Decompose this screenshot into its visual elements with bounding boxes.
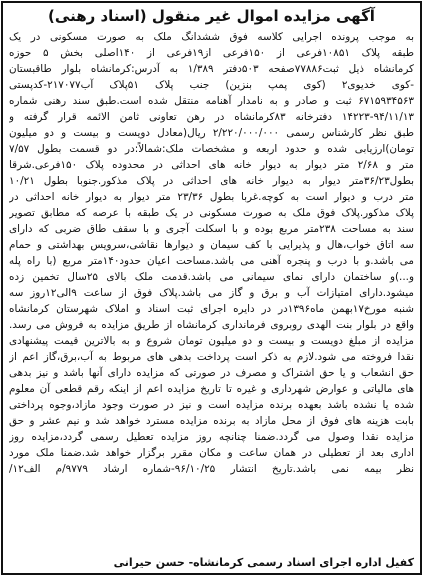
notice-body-line: شده یا نشده باشد بعهده برنده مزایده است و نیز در صورت وجود مازاد،وجوه پرداختی bbox=[9, 399, 414, 411]
notice-body-line: کرمانشاه ذیل ثبت۷۷۸۸۶صفحه ۵۰۳دفتر ۱/۳۸۹ به آدرس:کرمانشاه بلوار طاقبستان bbox=[9, 63, 414, 75]
notice-body-line: ۶۷۱۵۹۳۴۵۶۳ ثبت و صادر و به نامدار آهنامه منتقل شده است.طبق سند رهنی شماره bbox=[9, 95, 414, 107]
notice-body-line: -کوی خدیوی۲ (کوی پمپ بنزین) جنب پلاک ۵۱پلاک آب۲۱۷۰۷۷-کدپستی bbox=[9, 79, 414, 91]
notice-body-line: ۱۴۲۲۳-۹۴/۱۱/۱۳ دفترخانه ۸۳کرمانشاه در رهن تعاونی ثامن الائمه قرار گرفته و bbox=[9, 111, 414, 123]
notice-body-line: نظر بیمه نمی باشد.تاریخ انتشار ۹۶/۱۰/۲۵-شماره ارشاد ۹۷۷۹/م الف۱۲/ bbox=[9, 463, 414, 475]
notice-body-line: طبق نظر کارشناس رسمی ۲/۲۲۰/۰۰۰/۰۰۰ ریال(معادل دویست و بیست و دو میلیون bbox=[9, 127, 414, 139]
notice-body-line: بطول۳۶/۲۳متر دیوار به دیوار خانه های احداثی در پلاک مذکور.جنوبا بطول ۱۰/۲۱ bbox=[9, 175, 414, 187]
notice-body-line: سه اتاق خواب،هال و پذیرایی با کف سیمان و دیوارها نقاشی،سرویس بهداشتی و حمام bbox=[9, 239, 414, 251]
notice-body-line: پلاک مذکور.پلاک فوق ملک به صورت مسکونی در یک طبقه با عرصه که مطابق تصویر bbox=[9, 207, 414, 219]
notice-body-line: نقدا فروخته می شود.لازم به ذکر است پرداخت بدهی های مربوط به آب،برق،گاز اعم از bbox=[9, 351, 414, 363]
notice-body-line: شنبه مورخ۱۷بهمن ماه۱۳۹۶در در دایره اجرای ثبت اسناد و املاک شهرستان کرمانشاه bbox=[9, 303, 414, 315]
notice-body-line: متر و ۲/۶۸ متر دیوار به دیوار خانه های احداثی در محدوده پلاک ۱۵۰فرعی.شرقا bbox=[9, 159, 414, 171]
notice-body-line: طبقه پلاک ۱۰۸۵۱فرعی از ۱۵۰فرعی از۱۹فرعی از ۱۴۰اصلی بخش ۵ حوزه bbox=[9, 47, 414, 59]
notice-body-line: سند به مساحت ۲۳۸متر مربع بوده و با اسکلت آجری و با سقف طاق ضربی که دارای bbox=[9, 223, 414, 235]
notice-body-line: به موجب پرونده اجرایی کلاسه فوق ششدانگ ملک به صورت مسکونی در یک bbox=[9, 31, 414, 43]
notice-body-line: واقع در بلوار بنت الهدی روبروی فرمانداری کرمانشاه از طریق مزایده به فروش می رسد. bbox=[9, 319, 414, 331]
notice-body-line: میشود.دارای امتیازات آب و برق و گاز می باشد.پلاک فوق از ساعت ۹الی۱۲روز سه bbox=[9, 287, 414, 299]
notice-body-line: حق انشعاب و یا حق اشتراک و مصرف در صورتی که مزایده دارای آنها باشد و نیز بدهی bbox=[9, 367, 414, 379]
notice-body-line: متر درب و دیوار است به کوچه.غربا بطول ۲۳/۳۶ متر دیوار به دیوار خانه احداثی در bbox=[9, 191, 414, 203]
notice-body-line: مزایده از مبلغ دویست و بیست و دو میلیون تومان شروع و به بالاترین قیمت پیشنهادی bbox=[9, 335, 414, 347]
notice-body-line: و...)و ساختمان دارای نمای سیمانی می باشد.قدمت ملک بالای ۲۵سال تخمین زده bbox=[9, 271, 414, 283]
notice-title: آگهی مزایده اموال غیر منقول (اسناد رهنی) bbox=[48, 7, 375, 25]
notice-signature: کفیل اداره اجرای اسناد رسمی کرمانشاه- حسن حیرانی bbox=[113, 556, 414, 569]
notice-body-line: مزایده نقدا وصول می گردد.ضمنا چنانچه روز مزایده تعطیل رسمی گردد،مزایده روز bbox=[9, 431, 414, 443]
notice-body-line: اداری بعد از تعطیلی در همان ساعت و مکان مقرر برگزار خواهد شد.ضمنا ملک مورد bbox=[9, 447, 414, 459]
notice-body-line: می باشد.و با درب و پنجره آهنی می باشد.مساحت اعیان حدود۱۴۰متر مربع (با راه پله bbox=[9, 255, 414, 267]
notice-body bbox=[9, 29, 414, 553]
notice-body-line: های مالیاتی و عوارض شهرداری و غیره تا تاریخ مزایده اعم از اینکه رقم قطعی آن معلوم bbox=[9, 383, 414, 395]
auction-notice bbox=[1, 1, 422, 575]
notice-body-line: تومان)ارزیابی شده و حدود اربعه و مشخصات ملک:شمالاً:در دو قسمت بطول ۷/۵۷ bbox=[9, 143, 414, 155]
notice-body-line: بابت هزینه های فوق از محل مازاد به برنده مزایده مسترد خواهد شد و نیم عشر و حق bbox=[9, 415, 414, 427]
